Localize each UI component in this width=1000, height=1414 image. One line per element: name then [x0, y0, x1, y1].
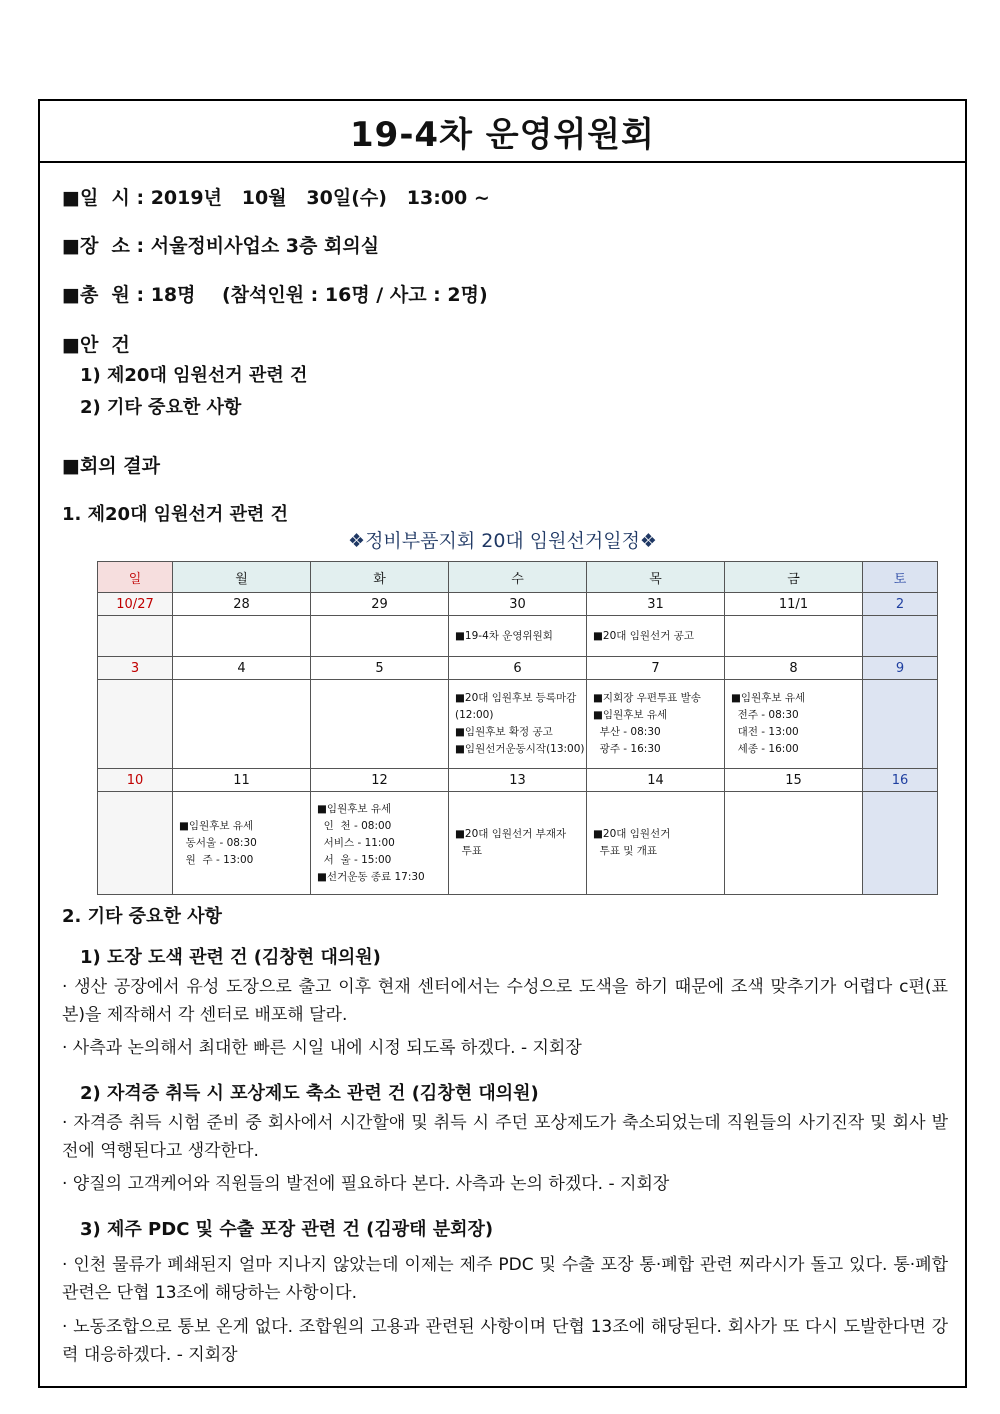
- calendar-date: 16: [863, 769, 938, 792]
- calendar-event-cell: [863, 616, 938, 657]
- calendar-event-cell: [98, 680, 173, 769]
- item3-title: 3) 제주 PDC 및 수출 포장 관련 건 (김광태 분회장): [80, 1219, 494, 1240]
- item3-line2: · 노동조합으로 통보 온게 없다. 조합원의 고용과 관련된 사항이며 단협 13조에 해당된다. 회사가 또 다시 도발한다면 강력 대응하겠다. - 지회장: [62, 1317, 948, 1365]
- calendar-event-text: ■20대 임원선거 공고: [593, 629, 694, 642]
- calendar-date: 13: [449, 769, 587, 792]
- calendar-event-cell: [311, 792, 449, 895]
- section1-heading: 1. 제20대 임원선거 관련 건: [62, 504, 288, 525]
- calendar-event-text: ■19-4차 운영위원회: [455, 629, 553, 642]
- calendar-event-cell: [173, 680, 311, 769]
- calendar-event-cell: [311, 680, 449, 769]
- calendar-event-text: ■20대 임원후보 등록마감 (12:00) ■임원후보 확정 공고 ■임원선거운동시작(13:00): [455, 692, 585, 755]
- calendar-event-cell: [587, 616, 725, 657]
- calendar-event-text: ■20대 임원선거 부재자 투표: [455, 828, 567, 857]
- document-frame: [38, 99, 967, 1388]
- day-header: 금: [725, 562, 863, 593]
- calendar-event-cell: [587, 792, 725, 895]
- election-calendar: [97, 561, 938, 895]
- calendar-date: 28: [173, 593, 311, 616]
- calendar-date: 12: [311, 769, 449, 792]
- calendar-event-cell: [725, 616, 863, 657]
- calendar-event-cell: [587, 680, 725, 769]
- document-title: 19-4차 운영위원회: [350, 114, 655, 155]
- calendar-event-text: ■임원후보 유세 동서울 - 08:30 원 주 - 13:00: [179, 819, 257, 866]
- calendar-date: 29: [311, 593, 449, 616]
- calendar-date: 6: [449, 657, 587, 680]
- title-bar: [40, 101, 965, 163]
- day-header: 일: [98, 562, 173, 593]
- calendar-event-text: ■임원후보 유세 인 천 - 08:00 서비스 - 11:00 서 울 - 15:00 ■선거운동 종료 17:30: [317, 802, 425, 883]
- calendar-event-cell: [173, 792, 311, 895]
- calendar-date: 31: [587, 593, 725, 616]
- item1-line1: · 생산 공장에서 유성 도장으로 출고 이후 현재 센터에서는 수성으로 도색을 하기 때문에 조색 맞추기가 어렵다 c편(표본)을 제작해서 각 센터로 배포해 달라.: [62, 977, 948, 1025]
- meeting-place: ■장 소 : 서울정비사업소 3층 회의실: [62, 235, 380, 257]
- calendar-date: 7: [587, 657, 725, 680]
- schedule-title: ❖정비부품지회 20대 임원선거일정❖: [348, 530, 657, 552]
- day-header: 화: [311, 562, 449, 593]
- calendar-date: 3: [98, 657, 173, 680]
- calendar-date: 30: [449, 593, 587, 616]
- item3-line1: · 인천 물류가 폐쇄된지 얼마 지나지 않았는데 이제는 제주 PDC 및 수출 포장 통·폐합 관련 찌라시가 돌고 있다. 통·폐합 관련은 단협 13조에 해당하는 사항이다.: [62, 1255, 948, 1303]
- calendar-date: 2: [863, 593, 938, 616]
- day-header: 월: [173, 562, 311, 593]
- item1-line2: · 사측과 논의해서 최대한 빠른 시일 내에 시정 되도록 하겠다. - 지회장: [62, 1038, 582, 1058]
- agenda-item-1: 1) 제20대 임원선거 관련 건: [80, 365, 308, 386]
- calendar-event-cell: [98, 792, 173, 895]
- calendar-event-cell: [98, 616, 173, 657]
- calendar-date: 5: [311, 657, 449, 680]
- agenda-heading: ■안 건: [62, 334, 130, 356]
- calendar-event-cell: [863, 792, 938, 895]
- calendar-event-cell: [725, 792, 863, 895]
- calendar-date: 4: [173, 657, 311, 680]
- calendar-date: 11: [173, 769, 311, 792]
- calendar-event-cell: [863, 680, 938, 769]
- calendar-event-cell: [173, 616, 311, 657]
- meeting-date: ■일 시 : 2019년 10월 30일(수) 13:00 ~: [62, 187, 490, 209]
- day-header: 수: [449, 562, 587, 593]
- calendar-date: 8: [725, 657, 863, 680]
- results-heading: ■회의 결과: [62, 455, 160, 477]
- calendar-date: 9: [863, 657, 938, 680]
- calendar-event-cell: [449, 616, 587, 657]
- agenda-item-2: 2) 기타 중요한 사항: [80, 397, 242, 418]
- calendar-date: 11/1: [725, 593, 863, 616]
- calendar-event-text: ■20대 임원선거 투표 및 개표: [593, 828, 671, 857]
- calendar-event-text: ■임원후보 유세 전주 - 08:30 대전 - 13:00 세종 - 16:00: [731, 692, 806, 755]
- item2-title: 2) 자격증 취득 시 포상제도 축소 관련 건 (김창현 대의원): [80, 1083, 539, 1104]
- item2-line2: · 양질의 고객케어와 직원들의 발전에 필요하다 본다. 사측과 논의 하겠다. - 지회장: [62, 1174, 670, 1194]
- calendar-event-text: ■지회장 우편투표 발송 ■임원후보 유세 부산 - 08:30 광주 - 16:30: [593, 692, 701, 755]
- calendar-date: 14: [587, 769, 725, 792]
- calendar-date: 15: [725, 769, 863, 792]
- calendar-event-cell: [449, 680, 587, 769]
- item1-title: 1) 도장 도색 관련 건 (김창현 대의원): [80, 947, 381, 968]
- calendar-date: 10: [98, 769, 173, 792]
- calendar-event-cell: [449, 792, 587, 895]
- section2-heading: 2. 기타 중요한 사항: [62, 906, 222, 927]
- calendar-date: 10/27: [98, 593, 173, 616]
- meeting-members: ■총 원 : 18명 (참석인원 : 16명 / 사고 : 2명): [62, 284, 488, 306]
- day-header: 목: [587, 562, 725, 593]
- calendar-event-cell: [311, 616, 449, 657]
- item2-line1: · 자격증 취득 시험 준비 중 회사에서 시간할애 및 취득 시 주던 포상제도가 축소되었는데 직원들의 사기진작 및 회사 발전에 역행된다고 생각한다.: [62, 1113, 948, 1161]
- day-header: 토: [863, 562, 938, 593]
- calendar-event-cell: [725, 680, 863, 769]
